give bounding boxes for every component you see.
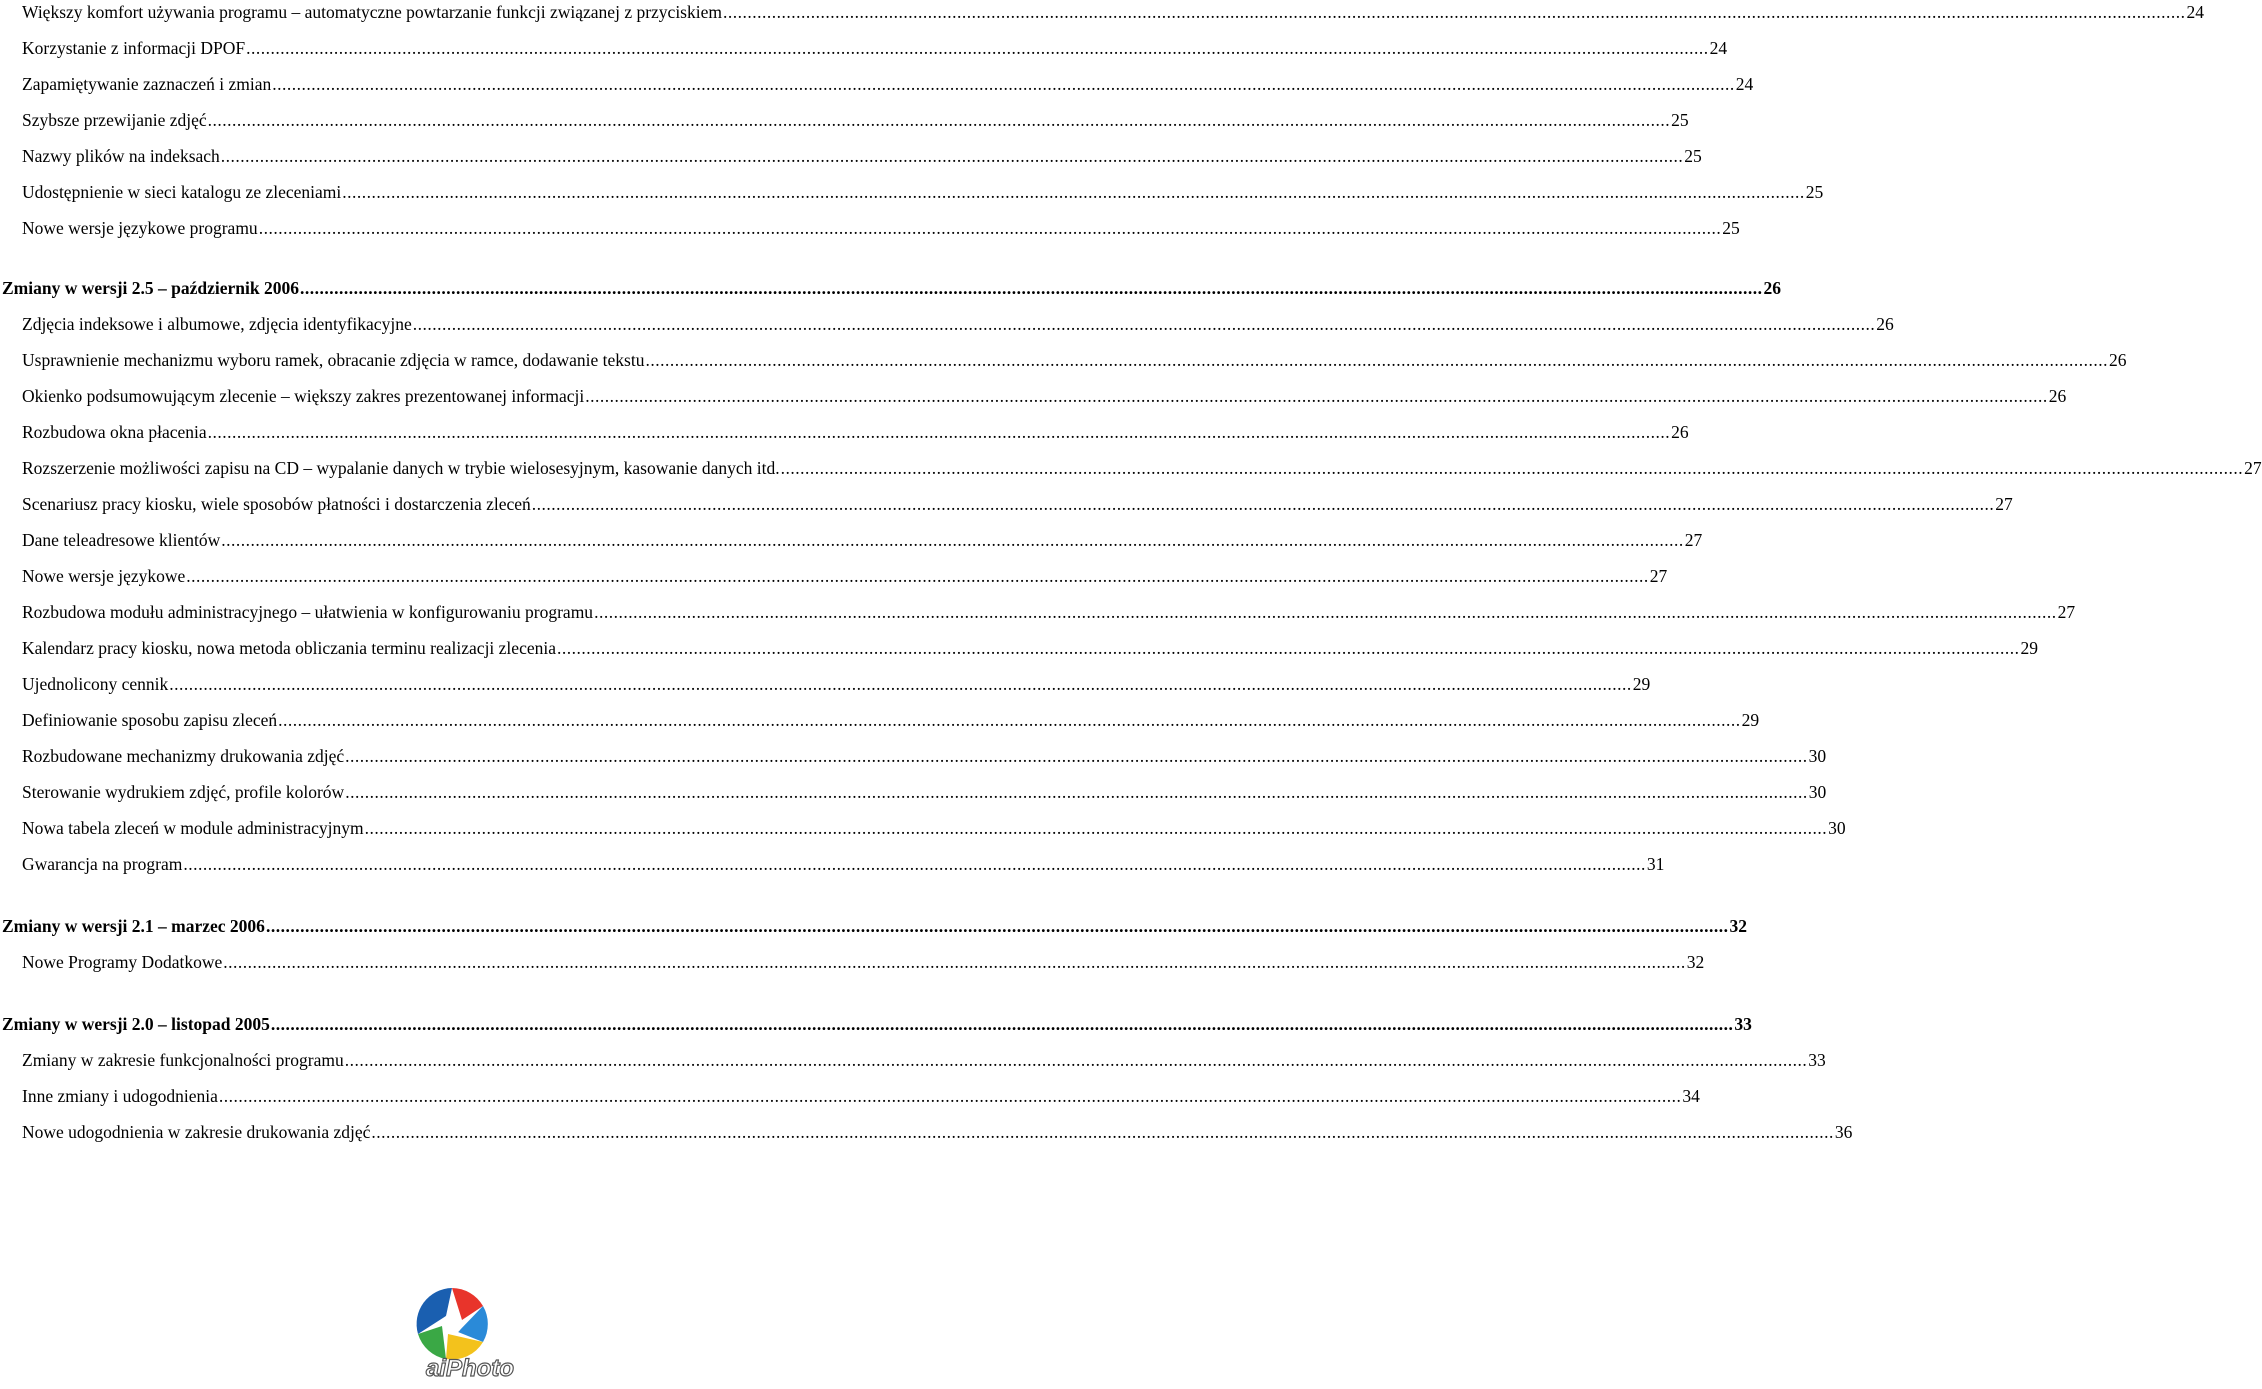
toc-entry[interactable] <box>22 672 1651 696</box>
toc-dot-leader: ............................................................................................................................................................................................................................................................................................................ <box>246 38 1709 58</box>
toc-dot-leader: ............................................................................................................................................................................................................................................................................................................ <box>207 110 1671 130</box>
toc-entry[interactable] <box>22 144 1702 168</box>
toc-entry-title: Zmiany w wersji 2.5 – październik 2006 <box>2 278 300 298</box>
toc-dot-leader: ............................................................................................................................................................................................................................................................................................................ <box>556 638 2020 658</box>
toc-page-number: 30 <box>1808 746 1827 766</box>
toc-section-heading[interactable] <box>2 1012 1752 1036</box>
toc-entry-title: Gwarancja na program <box>22 854 183 874</box>
toc-entry-title: Usprawnienie mechanizmu wyboru ramek, obracanie zdjęcia w ramce, dodawanie tekstu <box>22 350 645 370</box>
toc-entry-title: Nowe udogodnienia w zakresie drukowania zdjęć <box>22 1122 371 1142</box>
toc-entry-title: Inne zmiany i udogodnienia <box>22 1086 218 1106</box>
toc-entry-title: Rozszerzenie możliwości zapisu na CD – wypalanie danych w trybie wielosesyjnym, kasowanie danych itd. <box>22 458 780 478</box>
toc-section-heading[interactable] <box>2 914 1747 938</box>
toc-entry[interactable] <box>22 816 1846 840</box>
toc-entry-title: Rozbudowane mechanizmy drukowania zdjęć <box>22 746 345 766</box>
toc-page-number: 29 <box>2020 638 2038 658</box>
toc-dot-leader: ............................................................................................................................................................................................................................................................................................................ <box>412 314 1876 334</box>
toc-dot-leader: ............................................................................................................................................................................................................................................................................................................ <box>207 422 1671 442</box>
toc-entry[interactable] <box>22 1084 1700 1108</box>
toc-page-number: 24 <box>2186 2 2204 22</box>
toc-entry[interactable] <box>22 708 1760 732</box>
toc-section-heading[interactable] <box>2 276 1782 300</box>
toc-entry[interactable] <box>22 180 1824 204</box>
toc-entry-title: Większy komfort używania programu – automatyczne powtarzanie funkcji związanej z przyciskiem <box>22 2 722 22</box>
toc-entry-title: Korzystanie z informacji DPOF <box>22 38 246 58</box>
toc-entry-title: Sterowanie wydrukiem zdjęć, profile kolorów <box>22 782 345 802</box>
toc-entry-title: Ujednolicony cennik <box>22 674 169 694</box>
toc-entry[interactable] <box>22 348 2127 372</box>
toc-dot-leader: ............................................................................................................................................................................................................................................................................................................ <box>344 1050 1808 1070</box>
toc-page-number: 27 <box>2244 458 2262 478</box>
toc-dot-leader: ............................................................................................................................................................................................................................................................................................................ <box>270 1014 1734 1034</box>
toc-dot-leader: ............................................................................................................................................................................................................................................................................................................ <box>645 350 2108 370</box>
toc-page-number: 26 <box>1876 314 1894 334</box>
toc-dot-leader: ............................................................................................................................................................................................................................................................................................................ <box>186 566 1649 586</box>
toc-dot-leader: ............................................................................................................................................................................................................................................................................................................ <box>221 530 1684 550</box>
toc-entry[interactable] <box>22 564 1668 588</box>
toc-page-number: 32 <box>1686 952 1705 972</box>
toc-entry-title: Szybsze przewijanie zdjęć <box>22 110 207 130</box>
aiphoto-logo <box>404 1276 564 1384</box>
toc-entry[interactable] <box>22 780 1827 804</box>
toc-page-number: 25 <box>1671 110 1689 130</box>
toc-page-number: 27 <box>1684 530 1703 550</box>
toc-entry[interactable] <box>22 384 2067 408</box>
toc-dot-leader: ............................................................................................................................................................................................................................................................................................................ <box>364 818 1828 838</box>
toc-page-number: 30 <box>1828 818 1846 838</box>
toc-dot-leader: ............................................................................................................................................................................................................................................................................................................ <box>223 952 1686 972</box>
toc-entry-title: Zapamiętywanie zaznaczeń i zmian <box>22 74 272 94</box>
toc-entry[interactable] <box>22 456 2262 480</box>
toc-entry-title: Nowe wersje językowe <box>22 566 186 586</box>
toc-entry[interactable] <box>22 312 1894 336</box>
toc-entry[interactable] <box>22 744 1827 768</box>
toc-entry-title: Rozbudowa modułu administracyjnego – ułatwienia w konfigurowaniu programu <box>22 602 594 622</box>
toc-page-number: 26 <box>2048 386 2067 406</box>
toc-entry-title: Okienko podsumowującym zlecenie – większy zakres prezentowanej informacji <box>22 386 585 406</box>
toc-entry-title: Nowa tabela zleceń w module administracyjnym <box>22 818 364 838</box>
toc-entry[interactable] <box>22 600 2076 624</box>
toc-entry-title: Zmiany w wersji 2.0 – listopad 2005 <box>2 1014 270 1034</box>
toc-entry-title: Nowe wersje językowe programu <box>22 218 258 238</box>
toc-entry-title: Udostępnienie w sieci katalogu ze zleceniami <box>22 182 342 202</box>
toc-entry[interactable] <box>22 108 1689 132</box>
toc-dot-leader: ............................................................................................................................................................................................................................................................................................................ <box>183 854 1646 874</box>
toc-page-number: 29 <box>1741 710 1760 730</box>
toc-page-number: 33 <box>1808 1050 1826 1070</box>
toc-dot-leader: ............................................................................................................................................................................................................................................................................................................ <box>272 74 1735 94</box>
toc-dot-leader: ............................................................................................................................................................................................................................................................................................................ <box>342 182 1805 202</box>
toc-entry-title: Zdjęcia indeksowe i albumowe, zdjęcia identyfikacyjne <box>22 314 412 334</box>
toc-dot-leader: ............................................................................................................................................................................................................................................................................................................ <box>345 746 1808 766</box>
toc-page-number: 36 <box>1834 1122 1853 1142</box>
toc-dot-leader: ............................................................................................................................................................................................................................................................................................................ <box>371 1122 1834 1142</box>
toc-entry[interactable] <box>22 0 2204 24</box>
toc-page-number: 26 <box>1671 422 1689 442</box>
aperture-logo-icon <box>404 1276 564 1384</box>
toc-page-number: 24 <box>1735 74 1754 94</box>
toc-page-number: 25 <box>1805 182 1824 202</box>
toc-entry[interactable] <box>22 72 1754 96</box>
toc-page-number: 34 <box>1682 1086 1700 1106</box>
logo-text: aiPhoto <box>426 1355 514 1382</box>
toc-entry[interactable] <box>22 636 2038 660</box>
toc-entry[interactable] <box>22 1048 1826 1072</box>
toc-entry[interactable] <box>22 1120 1853 1144</box>
toc-page-number: 26 <box>2108 350 2127 370</box>
toc-dot-leader: ............................................................................................................................................................................................................................................................................................................ <box>531 494 1995 514</box>
toc-dot-leader: ............................................................................................................................................................................................................................................................................................................ <box>265 916 1729 936</box>
toc-page-number: 27 <box>1649 566 1668 586</box>
toc-dot-leader: ............................................................................................................................................................................................................................................................................................................ <box>594 602 2057 622</box>
toc-entry[interactable] <box>22 216 1740 240</box>
toc-entry[interactable] <box>22 36 1728 60</box>
toc-dot-leader: ............................................................................................................................................................................................................................................................................................................ <box>780 458 2244 478</box>
toc-entry[interactable] <box>22 420 1689 444</box>
toc-entry-title: Nazwy plików na indeksach <box>22 146 220 166</box>
toc-dot-leader: ............................................................................................................................................................................................................................................................................................................ <box>220 146 1684 166</box>
toc-dot-leader: ............................................................................................................................................................................................................................................................................................................ <box>345 782 1808 802</box>
toc-entry-title: Nowe Programy Dodatkowe <box>22 952 223 972</box>
toc-entry-title: Scenariusz pracy kiosku, wiele sposobów płatności i dostarczenia zleceń <box>22 494 531 514</box>
toc-page-number: 30 <box>1808 782 1827 802</box>
toc-entry[interactable] <box>22 528 1703 552</box>
toc-entry-title: Zmiany w wersji 2.1 – marzec 2006 <box>2 916 265 936</box>
toc-page-number: 26 <box>1763 278 1782 298</box>
toc-dot-leader: ............................................................................................................................................................................................................................................................................................................ <box>278 710 1741 730</box>
toc-dot-leader: ............................................................................................................................................................................................................................................................................................................ <box>258 218 1722 238</box>
toc-dot-leader: ............................................................................................................................................................................................................................................................................................................ <box>169 674 1632 694</box>
toc-dot-leader: ............................................................................................................................................................................................................................................................................................................ <box>722 2 2186 22</box>
toc-page-number: 31 <box>1646 854 1665 874</box>
toc-entry-title: Kalendarz pracy kiosku, nowa metoda obliczania terminu realizacji zlecenia <box>22 638 556 658</box>
toc-page-number: 25 <box>1722 218 1740 238</box>
toc-page-number: 32 <box>1729 916 1747 936</box>
toc-entry-title: Dane teleadresowe klientów <box>22 530 221 550</box>
toc-entry-title: Definiowanie sposobu zapisu zleceń <box>22 710 278 730</box>
toc-page-number: 27 <box>2057 602 2076 622</box>
toc-entry[interactable] <box>22 950 1705 974</box>
toc-dot-leader: ............................................................................................................................................................................................................................................................................................................ <box>585 386 2048 406</box>
toc-page-number: 33 <box>1734 1014 1752 1034</box>
toc-dot-leader: ............................................................................................................................................................................................................................................................................................................ <box>218 1086 1682 1106</box>
toc-page-number: 27 <box>1995 494 2013 514</box>
toc-entry[interactable] <box>22 852 1665 876</box>
toc-entry-title: Rozbudowa okna płacenia <box>22 422 207 442</box>
toc-page-number: 29 <box>1632 674 1651 694</box>
toc-entry[interactable] <box>22 492 2013 516</box>
toc-page-number: 25 <box>1684 146 1702 166</box>
toc-page-number: 24 <box>1709 38 1728 58</box>
toc-entry-title: Zmiany w zakresie funkcjonalności programu <box>22 1050 344 1070</box>
toc-dot-leader: ............................................................................................................................................................................................................................................................................................................ <box>300 278 1763 298</box>
